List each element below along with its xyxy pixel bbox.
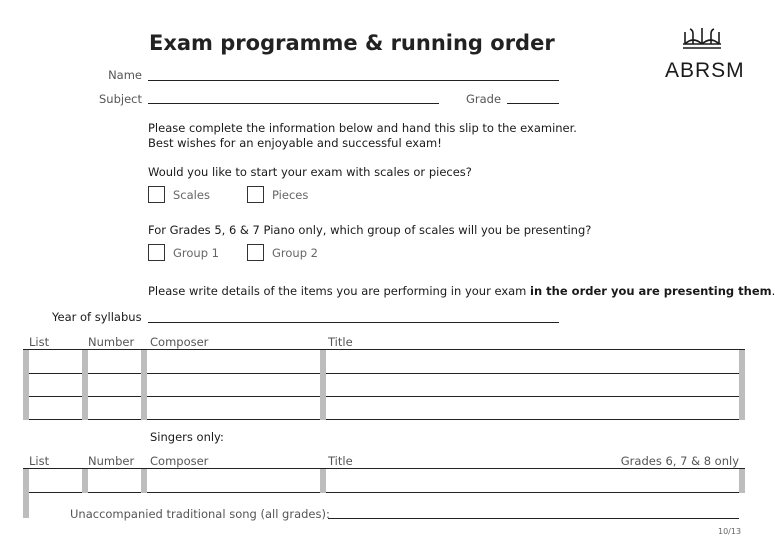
- col-header-title: Title: [328, 335, 353, 349]
- singers-list-field[interactable]: [29, 492, 82, 493]
- crown-icon: [679, 26, 725, 54]
- group1-checkbox[interactable]: [148, 244, 165, 261]
- table-top-rule: [23, 349, 745, 350]
- table-separator: [739, 469, 745, 493]
- singers-col-header-title: Title: [328, 454, 353, 468]
- scales-checkbox[interactable]: [148, 186, 165, 203]
- singers-col-header-list: List: [29, 454, 50, 468]
- group2-checkbox[interactable]: [247, 244, 264, 261]
- table-separator: [739, 350, 745, 420]
- group1-checkbox-label: Group 1: [173, 246, 219, 260]
- col-header-list: List: [29, 335, 50, 349]
- row3-title-field[interactable]: [326, 419, 739, 420]
- group2-checkbox-label: Group 2: [272, 246, 318, 260]
- intro-line-1: Please complete the information below and hand this slip to the examiner.: [148, 121, 577, 135]
- table-separator: [141, 469, 147, 493]
- row1-number-field[interactable]: [88, 373, 141, 374]
- page-title: Exam programme & running order: [149, 31, 555, 55]
- row2-title-field[interactable]: [326, 396, 739, 397]
- subject-field[interactable]: [148, 103, 439, 104]
- pieces-checkbox-label: Pieces: [272, 188, 309, 202]
- row3-list-field[interactable]: [29, 419, 82, 420]
- row2-list-field[interactable]: [29, 396, 82, 397]
- intro-line-2: Best wishes for an enjoyable and successful exam!: [148, 136, 442, 150]
- row2-number-field[interactable]: [88, 396, 141, 397]
- year-of-syllabus-field[interactable]: [148, 322, 559, 323]
- order-instruction: [148, 284, 775, 298]
- table-separator: [82, 469, 88, 493]
- order-instruction-suffix: .: [771, 284, 775, 298]
- question-scales-or-pieces: Would you like to start your exam with scales or pieces?: [148, 165, 472, 179]
- col-header-composer: Composer: [150, 335, 209, 349]
- order-instruction-text: Please write details of the items you are performing in your exam: [148, 284, 531, 298]
- pieces-checkbox[interactable]: [247, 186, 264, 203]
- unaccompanied-song-field[interactable]: [328, 518, 739, 519]
- singers-only-heading: Singers only:: [150, 430, 224, 444]
- singers-col-header-composer: Composer: [150, 454, 209, 468]
- grade-label: Grade: [466, 92, 502, 106]
- grade-field[interactable]: [507, 103, 559, 104]
- singers-composer-field[interactable]: [147, 492, 320, 493]
- table-separator: [320, 469, 326, 493]
- table-separator: [320, 350, 326, 420]
- question-scale-group: For Grades 5, 6 & 7 Piano only, which group of scales will you be presenting?: [148, 223, 592, 237]
- col-header-number: Number: [88, 335, 135, 349]
- singers-title-field[interactable]: [326, 492, 739, 493]
- logo-wordmark: ABRSM: [665, 59, 745, 82]
- row1-composer-field[interactable]: [147, 373, 320, 374]
- grades-note: Grades 6, 7 & 8 only: [620, 454, 739, 468]
- row1-title-field[interactable]: [326, 373, 739, 374]
- unaccompanied-song-label: Unaccompanied traditional song (all grades):: [70, 507, 330, 521]
- singers-col-header-number: Number: [88, 454, 135, 468]
- subject-label: Subject: [99, 92, 142, 106]
- table-separator: [141, 350, 147, 420]
- name-field[interactable]: [148, 80, 559, 81]
- scales-checkbox-label: Scales: [173, 188, 210, 202]
- order-instruction-emphasis: in the order you are presenting them: [530, 284, 772, 298]
- row3-number-field[interactable]: [88, 419, 141, 420]
- table-separator: [23, 493, 29, 518]
- row3-composer-field[interactable]: [147, 419, 320, 420]
- table-separator: [23, 469, 29, 493]
- singers-number-field[interactable]: [88, 492, 141, 493]
- table-separator: [82, 350, 88, 420]
- singers-table-top-rule: [23, 468, 745, 469]
- form-code: 10/13: [718, 527, 742, 536]
- row2-composer-field[interactable]: [147, 396, 320, 397]
- year-of-syllabus-label: Year of syllabus: [52, 310, 142, 324]
- name-label: Name: [108, 68, 142, 82]
- row1-list-field[interactable]: [29, 373, 82, 374]
- table-separator: [23, 350, 29, 420]
